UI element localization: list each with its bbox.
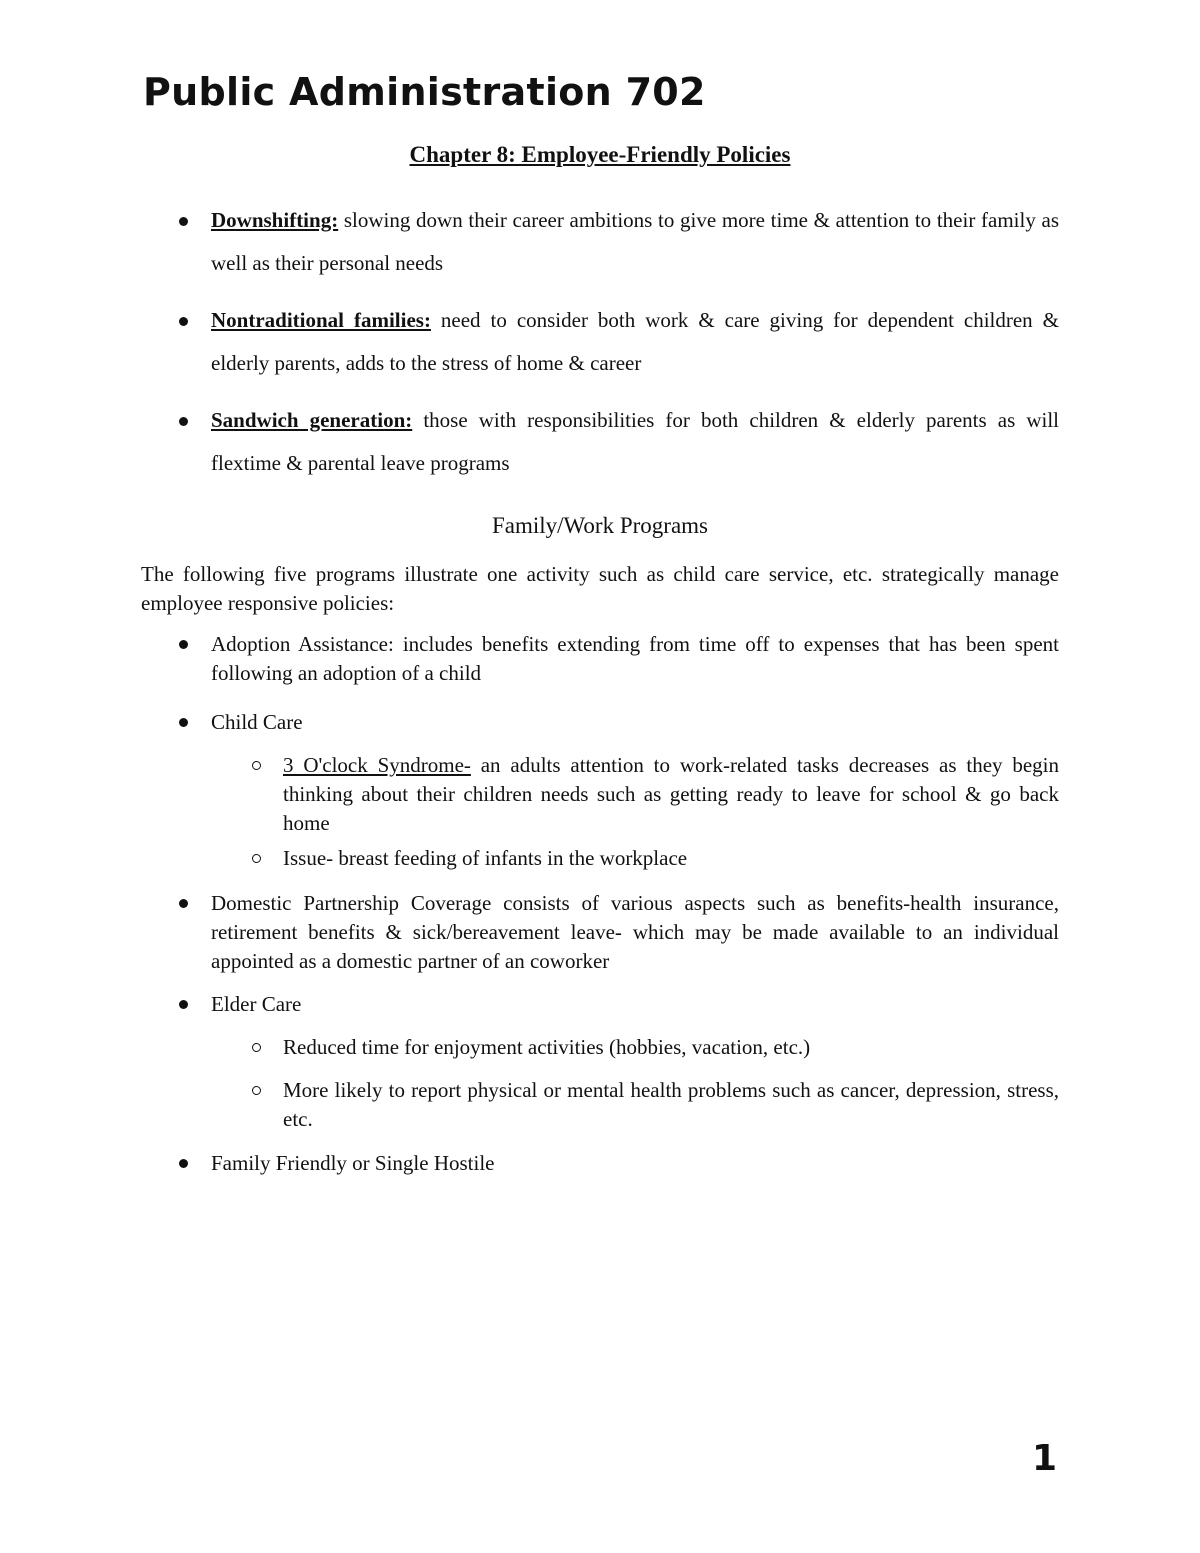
bullet-icon <box>179 899 188 908</box>
subitem-text <box>283 751 1059 838</box>
program-item-domestic-partnership <box>141 889 1059 976</box>
definition-text <box>211 299 1059 385</box>
definition-term: Sandwich generation: <box>211 408 413 432</box>
circle-bullet-icon <box>252 854 261 863</box>
document-title: Public Administration 702 <box>143 70 706 114</box>
program-text: Elder Care <box>211 992 302 1016</box>
definition-text <box>211 399 1059 485</box>
program-text: Family Friendly or Single Hostile <box>211 1151 495 1175</box>
program-text: Domestic Partnership Coverage consists of various aspects such as benefits-health insurance, retirement benefits & sick/bereavement leave- which may be made available to an individual appointed as a domestic partner of an coworker <box>211 891 1059 973</box>
definition-item-sandwich-generation <box>141 399 1059 485</box>
bullet-icon <box>179 718 188 727</box>
bullet-icon <box>179 317 188 326</box>
definition-body: need to consider both work & care giving for dependent children & elderly parents, adds to the stress of home & career <box>211 308 1059 375</box>
subitem-text: Reduced time for enjoyment activities (hobbies, vacation, etc.) <box>283 1035 811 1059</box>
subitem-health-problems <box>211 1076 1059 1134</box>
subitem-term: 3 O'clock Syndrome- <box>283 753 471 777</box>
bullet-icon <box>179 640 188 649</box>
intro-paragraph: The following five programs illustrate one activity such as child care service, etc. strategically manage employee responsive policies: <box>141 562 1059 615</box>
definition-term: Downshifting: <box>211 208 339 232</box>
circle-bullet-icon <box>252 1086 261 1095</box>
subitem-text: Issue- breast feeding of infants in the workplace <box>283 846 688 870</box>
definition-item-downshifting <box>141 199 1059 285</box>
subitem-reduced-time <box>211 1033 1059 1062</box>
page-number: 1 <box>1032 1438 1058 1479</box>
bullet-icon <box>179 217 188 226</box>
program-text: Adoption Assistance: includes benefits extending from time off to expenses that has been spent following an adoption of a child <box>211 632 1059 685</box>
program-item-elder-care <box>141 990 1059 1019</box>
program-item-child-care <box>141 708 1059 737</box>
subitem-text: More likely to report physical or mental health problems such as cancer, depression, stress, etc. <box>283 1078 1059 1131</box>
subitem-breast-feeding-issue <box>211 844 1059 873</box>
program-item-adoption-assistance <box>141 630 1059 688</box>
bullet-icon <box>179 1000 188 1009</box>
circle-bullet-icon <box>252 1043 261 1052</box>
bullet-icon <box>179 417 188 426</box>
bullet-icon <box>179 1159 188 1168</box>
definition-body: those with responsibilities for both children & elderly parents as will flextime & parental leave programs <box>211 408 1059 475</box>
chapter-heading: Chapter 8: Employee-Friendly Policies <box>409 142 791 167</box>
program-text: Child Care <box>211 710 303 734</box>
circle-bullet-icon <box>252 761 261 770</box>
subitem-body: an adults attention to work-related tasks decreases as they begin thinking about their children needs such as getting ready to leave for school & go back home <box>283 753 1059 835</box>
definition-term: Nontraditional families: <box>211 308 431 332</box>
program-item-family-friendly <box>141 1149 1059 1178</box>
section-heading: Family/Work Programs <box>492 513 708 538</box>
definition-body: slowing down their career ambitions to give more time & attention to their family as well as their personal needs <box>211 208 1059 275</box>
definition-item-nontraditional-families <box>141 299 1059 385</box>
subitem-three-oclock-syndrome <box>211 751 1059 838</box>
definition-text <box>211 199 1059 285</box>
